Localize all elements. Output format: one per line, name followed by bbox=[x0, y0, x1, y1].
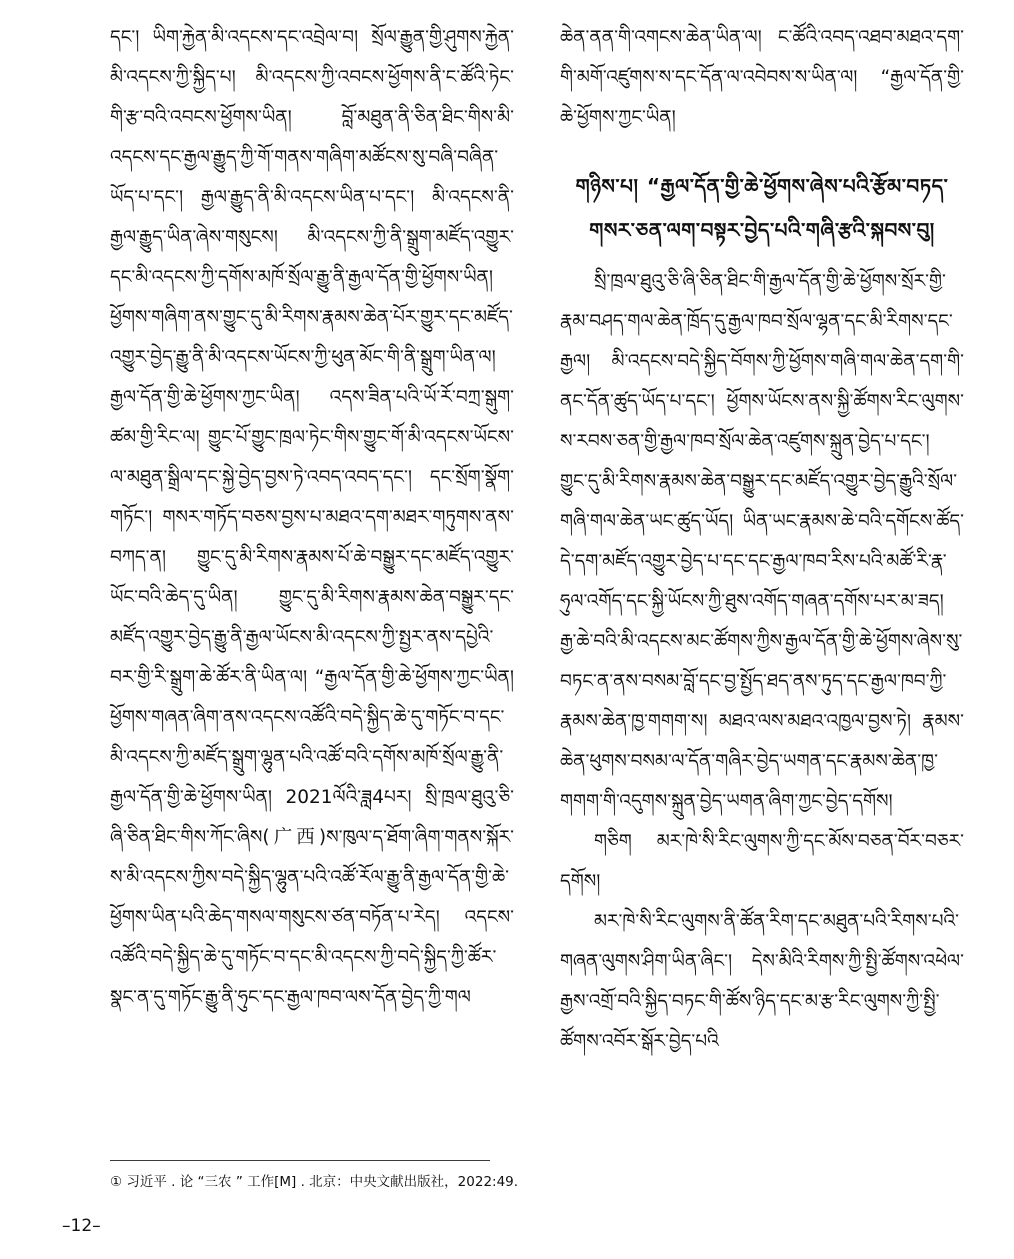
footnote-text: ① 习近平 . 论 “三农 ” 工作[M] . 北京：中央文献出版社，2022:49. bbox=[110, 1174, 519, 1190]
right-paragraph-2: མར་ཁེ་སི་རིང་ལུགས་ནི་ཚོན་རིག་དང་མཐུན་པའི་རིགས་པའི་གཞན་ལུགས་ཤིག་ཡིན་ཞིང་། དེས་མིའི་རིགས་ཀྱི་སྤྱི་ཚོགས་འཕེལ་རྒྱས་འགྲོ་བའི་སྐྱིད་བཏང་གི་ཚོས་ཉིད་དང་མ་རྩ་རིང་ལུགས་ཀྱི་སྤྱི་ཚོགས་འབོར་སྒོར་བྱེད་པའི bbox=[560, 911, 964, 1052]
right-paragraph-1: སྲི་ཁྲལ་ཐུའུ་ཅི་ཞི་ཅིན་ཐིང་གི་རྒྱལ་དོན་གྱི་ཆེ་ཕྱོགས་སྲོར་གྱི་རྣམ་བཤད་གལ་ཆེན་ཁྲོད་དུ་རྒྱལ་ཁབ་སྲོལ་ལྷན་དང་མི་རིགས་དང་རྒྱལ། མི་འདངས་བདེ་སྐྱིད་བོགས་ཀྱི་ཕྱོགས་གཞི་གལ་ཆེན་དག་གི་ནང་དོན་ཚུད་ཡོད་པ་དང་། ཕྱོགས་ཡོངས་ནས་སྐྱི་ཚོགས་རིང་ལུགས་ས་རབས་ཅན་གྱི་རྒྱལ་ཁབ་སྲོལ་ཆེན་འཛུགས་སྐྲུན་བྱེད་པ་དང་། གྱུང་དུ་མི་རིགས་རྣམས་ཆེན་བསྒྱུར་དང་མཛོད་འགྱུར་བྱེད་རྒྱུའི་སྲོལ་གཞི་གལ་ཆེན་ཡང་ཚུད་ཡོད། ཡིན་ཡང་རྣམས་ཆེ་བའི་དགོངས་ཚོད་དེ་དག་མཛོད་འགྱུར་བྱེད་པ་དང་དང་རྒྱལ་ཁབ་རིས་པའི་མཚོ་རི་རྣ་ཧུལ་འགོད་དང་སྐྱི་ཡོངས་ཀྱི་ཐུས་འགོད་གཞན་དགོས་པར་མ་ཟད། རྒྱ་ཆེ་བའི་མི་འདངས་མང་ཚོགས་ཀྱིས་རྒྱལ་དོན་གྱི་ཆེ་ཕྱོགས་ཞེས་སུ་བཏང་ན་ནས་བསམ་བློ་དང་བྱ་སྤྱོད་ཐད་ནས་ཏུད་དང་རྒྱལ་ཁབ་ཀྱི་རྣམས་ཆེན་ཁྱ་གགག་ས། མཐའ་ལས་མཐའ་འཁྱལ་བྱས་ཏེ། རྣམས་ཆེན་ཕུགས་བསམ་ལ་དོན་གཞིར་བྱེད་ཡགན་དང་རྣམས་ཆེན་ཁྱ་གགག་གི་འདུགས་སྐྲུན་བྱེད་ཡགན་ཞིག་ཀྱང་བྱེད་དགོས། bbox=[560, 271, 964, 812]
footnote-separator bbox=[110, 1160, 490, 1161]
section-heading: གཉིས་པ། “རྒྱལ་དོན་གྱི་ཆེ་ཕྱོགས་ཞེས་པའི་རྩོམ་བཏད་གསར་ཅན་ལག་བསྟར་བྱེད་པའི་གཞི་རྩའི་སྐབས་བུ། bbox=[575, 174, 949, 242]
page-number: –12– bbox=[62, 1216, 101, 1236]
right-intro-paragraph: ཆེན་ནན་གི་འགངས་ཆེན་ཡིན་ལ། ང་ཚོའི་འབད་འཐབ་མཐའ་དག་གི་མགོ་འཛུགས་ས་དང་དོན་ལ་འབེབས་ས་ཡིན་ལ། “རྒྱལ་དོན་གྱི་ཆེ་ཕྱོགས་ཀྱང་ཡིན། bbox=[560, 27, 964, 128]
two-column-body bbox=[110, 18, 964, 1062]
right-column bbox=[560, 18, 964, 1062]
left-paragraph-1: དང་། ཡིག་རྐྱེན་མི་འདངས་དང་འབྲེལ་བ། སྲོལ་རྒྱུན་གྱི་ཤུགས་རྐྱེན་མི་འདངས་ཀྱི་སྐྱིད་པ། མི་འདངས་ཀྱི་འབངས་ཕྱོགས་ནི་ང་ཚོའི་ཏེང་གི་རྩ་བའི་འབངས་ཕྱོགས་ཡིན། བློ་མཐུན་ནི་ཅིན་ཐིང་གིས་མི་འདངས་དང་རྒྱལ་རྒྱུད་ཀྱི་གོ་གནས་གཞིག་མཚོངས་སུ་བཞི་བཞིན་ཡོད་པ་དང་། རྒྱལ་རྒྱུད་ནི་མི་འདངས་ཡིན་པ་དང་། མི་འདངས་ནི་རྒྱལ་རྒྱུད་ཡིན་ཞེས་གསུངས། མི་འདངས་ཀྱི་ནི་སྒྲུག་མཛོད་འགྱུར་དང་མི་འདངས་ཀྱི་དགོས་མཁོ་སྲོལ་རྒྱུ་ནི་རྒྱལ་དོན་གྱི་ཕྱོགས་ཡིན། ཕྱོགས་གཞིག་ནས་གྱུང་དུ་མི་རིགས་རྣམས་ཆེན་པོར་གྱུར་དང་མཛོད་འགྱུར་བྱེད་རྒྱུ་ནི་མི་འདངས་ཡོངས་ཀྱི་ཕུན་མོང་གི་ནི་སྒྲུག་ཡིན་ལ། རྒྱལ་དོན་གྱི་ཆེ་ཕྱོགས་ཀྱང་ཡིན། འདས་ཟིན་པའི་ཡོ་རོ་བཀྲ་སྒུག་ཚམ་གྱི་རིང་ལ། གྱུང་པོ་གྱུང་ཁྲལ་ཏེང་གིས་གྱུང་གོ་མི་འདངས་ཡོངས་ལ་མཐུན་སྒྲིལ་དང་སྐྱེ་བྱེད་བྱས་ཏེ་འབད་འབད་དང་། དང་སྲོག་སྣོག་གཏོང་། གསར་གཏོད་བཅས་བྱས་པ་མཐའ་དག་མཐར་གཏུགས་ནས་བཀད་ན། གྱུང་དུ་མི་རིགས་རྣམས་པོ་ཆེ་བསྒྱུར་དང་མཛོད་འགྱུར་ཡོང་བའི་ཆེད་དུ་ཡིན། གྱུང་དུ་མི་རིགས་རྣམས་ཆེན་བསྒྱུར་དང་མཛོད་འགྱུར་བྱེད་རྒྱུ་ནི་རྒྱལ་ཡོངས་མི་འདངས་ཀྱི་སྤྱར་ནས་དཔྱེའི་བར་གྱི་རི་སྒྲུག་ཆེ་ཚོར་ནི་ཡིན་ལ། “རྒྱལ་དོན་གྱི་ཆེ་ཕྱོགས་ཀྱང་ཡིན། ཕྱོགས་གཞན་ཞིག་ནས་འདངས་འཚོའི་བདེ་སྐྱིད་ཆེ་དུ་གཏོང་བ་དང་མི་འདངས་ཀྱི་མཛོད་སྒྲུག་ལྷུན་པའི་འཚོ་བའི་དགོས་མཁོ་སྲོལ་རྒྱུ་ནི་རྒྱལ་དོན་གྱི་ཆེ་ཕྱོགས་ཡིན། 2021ལོའི་ཟླ4པར། སྲི་ཁྲལ་ཐུའུ་ཅི་ཞི་ཅིན་ཐིང་གིས་ཀོང་ཞིས(广西)ས་ཁུལ་ད་ཐོག་ཞིག་གནས་སྐོར་ས་མི་འདངས་ཀྱིས་བདེ་སྐྱིད་ལྷུན་པའི་འཚོ་རོལ་རྒྱུ་ནི་རྒྱལ་དོན་གྱི་ཆེ་ཕྱོགས་ཡིན་པའི་ཆེད་གསལ་གསུངས་ཙན་བཏོན་པ་རེད། འདངས་འཚོའི་བདེ་སྐྱིད་ཆེ་དུ་གཏོང་བ་དང་མི་འདངས་ཀྱི་བདེ་སྐྱིད་ཀྱི་ཚོར་སྣང་ན་དུ་གཏོང་རྒྱུ་ནི་ཧུང་དང་རྒྱལ་ཁབ་ལས་དོན་བྱེད་ཀྱི་གལ bbox=[110, 27, 514, 1008]
right-subsection-heading: གཅིག མར་ཁེ་སི་རིང་ལུགས་ཀྱི་དང་མོས་བཅན་བོར་བཅར་དགོས། bbox=[560, 831, 964, 892]
left-column bbox=[110, 18, 514, 1018]
